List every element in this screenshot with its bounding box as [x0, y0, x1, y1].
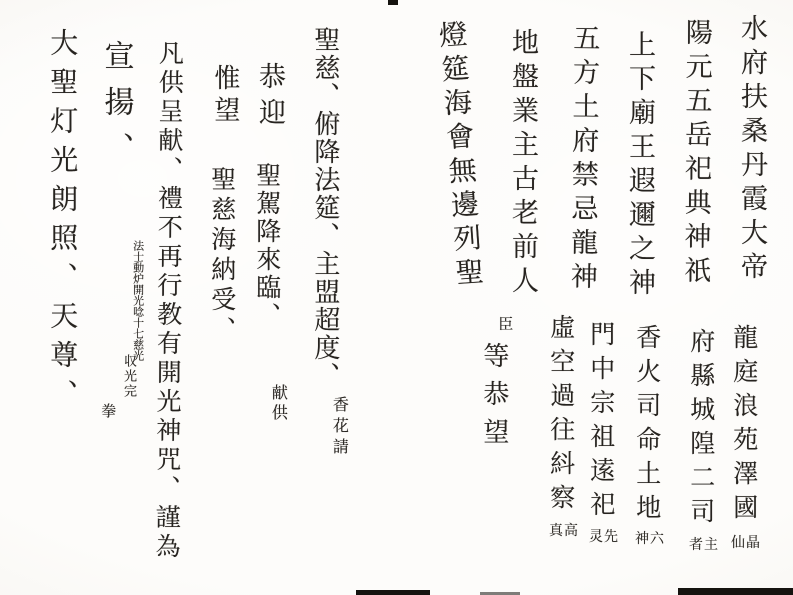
- liturgy-column-2-lead: 恭迎: [254, 62, 286, 134]
- closing-prefix-small: 臣: [496, 316, 515, 331]
- liturgy-column-5-rubric: 法士動炉開光唸十七慈光: [131, 240, 145, 361]
- deity-column-2: 陽元五岳祀典神祇: [679, 17, 712, 291]
- liturgy-column-2: 聖駕降來臨、: [252, 162, 282, 330]
- liturgy-column-5-rubric-raise: 拳: [99, 403, 118, 418]
- scan-artifact-bottom-center: [356, 590, 430, 595]
- deity-column-6: 燈筵海會無邊列聖: [434, 18, 487, 293]
- liturgy-column-2-note: 献供: [269, 384, 289, 424]
- deity-column-1: 水府扶桑丹霞大帝: [736, 14, 768, 286]
- liturgy-column-1: 聖慈、俯降法筵、主盟超度、: [309, 26, 340, 390]
- scan-artifact-top: [388, 0, 398, 5]
- spirit-column-1-annotation: 晶仙: [731, 535, 761, 551]
- spirit-column-5: 虛空過往紏察: [546, 314, 576, 518]
- liturgy-column-1-note: 香花請: [330, 396, 350, 459]
- liturgy-column-6: 大聖灯光朗照、天尊、: [46, 28, 80, 418]
- deity-column-3: 上下廟王遐邇之神: [624, 30, 656, 302]
- deity-column-5: 地盤業主古老前人: [507, 28, 539, 300]
- spirit-column-2-annotation: 主者: [689, 537, 719, 553]
- liturgy-column-5-lead: 宣揚、: [98, 40, 134, 178]
- liturgy-column-4: 凡供呈献、禮不再行教有開光神咒、謹為: [151, 39, 185, 563]
- scan-artifact-bottom-right: [678, 588, 793, 595]
- liturgy-column-5-rubric-end: 収光完: [120, 354, 136, 399]
- spirit-column-4: 門中宗祖逺祀: [586, 321, 616, 525]
- spirit-column-3: 香火司命土地: [632, 324, 662, 528]
- spirit-column-5-annotation: 高真: [549, 523, 579, 539]
- spirit-column-2: 府縣城隍二司: [686, 328, 716, 532]
- liturgy-column-3: 聖慈海納受、: [207, 166, 237, 346]
- deity-column-4: 五方土府禁忌龍神: [565, 23, 600, 297]
- closing-column: 等恭望: [478, 342, 509, 456]
- spirit-column-1: 龍庭浪苑澤國: [729, 324, 759, 528]
- spirit-column-4-annotation: 先灵: [589, 529, 619, 545]
- liturgy-column-3-lead: 惟望: [209, 64, 240, 128]
- spirit-column-3-annotation: 六神: [635, 531, 665, 547]
